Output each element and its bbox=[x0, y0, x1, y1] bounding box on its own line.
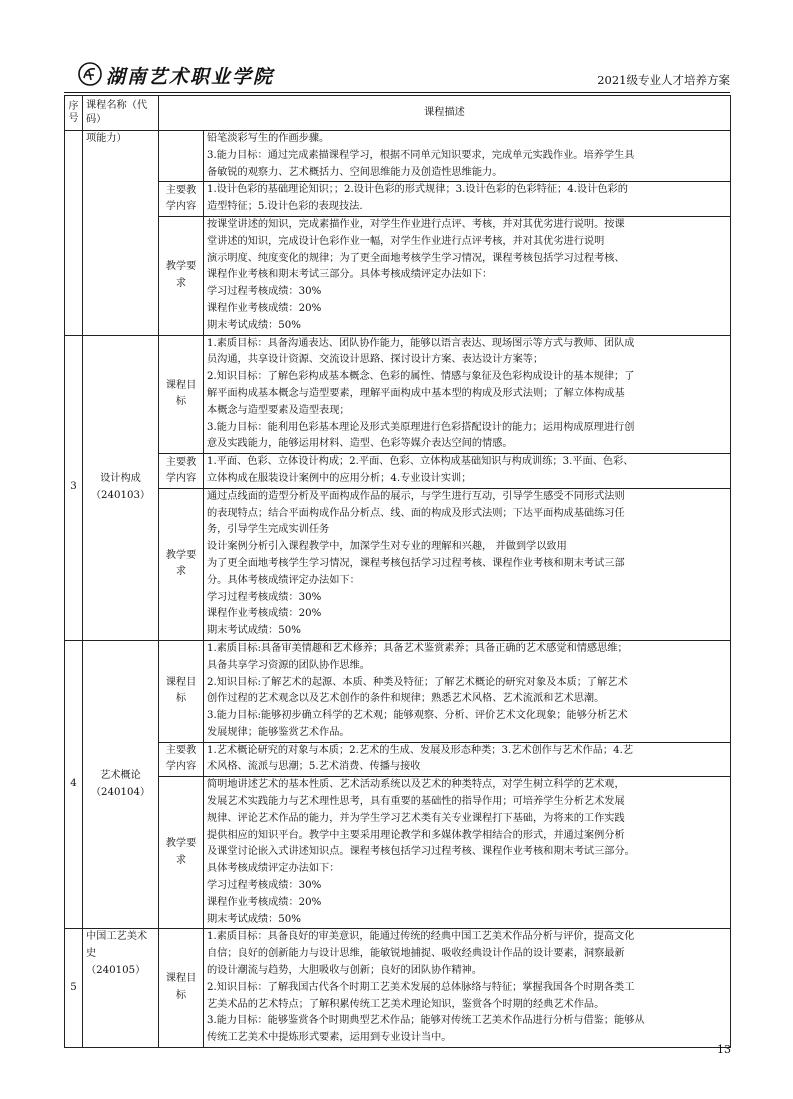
text-line: 期末考试成绩：50% bbox=[207, 319, 301, 331]
course-code: （240104） bbox=[90, 786, 151, 798]
table-row bbox=[65, 131, 731, 182]
header-description: 课程描述 bbox=[159, 96, 731, 131]
course-code: （240103） bbox=[90, 489, 151, 501]
text-line: 简明地讲述艺术的基本性质、艺术活动系统以及艺术的种类特点，对学生树立科学的艺术观， bbox=[207, 779, 625, 791]
table-row bbox=[65, 454, 731, 489]
section-label-requirements: 教学要求 bbox=[159, 488, 204, 640]
text-line: 分。具体考核成绩评定办法如下： bbox=[207, 574, 360, 586]
course-title: 设计构成 bbox=[100, 472, 141, 484]
text-line: 术风格、流派与思潮；5.艺术消费、传播与接收 bbox=[207, 761, 421, 773]
section-label-goal: 课程目标 bbox=[159, 335, 204, 454]
section-label-content: 主要教学内容 bbox=[159, 454, 204, 489]
text-line: 及课堂讨论嵌入式讲述知识点。课程考核包括学习过程考核、课程作业考核和期末考试三部分。 bbox=[207, 846, 635, 858]
course-title: 艺术概论 bbox=[100, 769, 141, 781]
text-line: 1.设计色彩的基础理论知识；；2.设计色彩的形式规律；3.设计色彩的色彩特征；4.设计色彩的 bbox=[207, 184, 628, 196]
course-name bbox=[83, 929, 159, 1048]
row-no: 3 bbox=[65, 335, 83, 640]
row-no: 5 bbox=[65, 929, 83, 1048]
course-title: 中国工艺美术史 bbox=[86, 931, 148, 960]
course-goal-text bbox=[204, 929, 731, 1048]
section-label-requirements: 教学要求 bbox=[159, 777, 204, 929]
text-line: 学习过程考核成绩：30% bbox=[207, 286, 322, 298]
text-line: 传统工艺美术中提炼形式要素，运用到专业设计当中。 bbox=[207, 1032, 452, 1044]
page-header bbox=[64, 58, 730, 92]
course-name: 项能力） bbox=[83, 131, 159, 336]
text-line: 的设计潮流与趋势，大胆吸收与创新；良好的团队协作精神。 bbox=[207, 965, 483, 977]
text-line: 学习过程考核成绩：30% bbox=[207, 591, 322, 603]
text-line: 发展规律；能够鉴赏艺术作品。 bbox=[207, 726, 350, 738]
section-label bbox=[159, 131, 204, 182]
section-label-requirements: 教学要求 bbox=[159, 216, 204, 335]
text-line: 3.能力目标：通过完成素描课程学习，根据不同单元知识要求，完成单元实践作业。培养学生具 bbox=[207, 149, 635, 161]
table-row bbox=[65, 929, 731, 1048]
course-content-text bbox=[204, 182, 731, 217]
course-content-text bbox=[204, 454, 731, 489]
text-line: 设计案例分析引入课程教学中，加深学生对专业的理解和兴趣， 并做到学以致用 bbox=[207, 541, 567, 553]
section-label-content: 主要教学内容 bbox=[159, 742, 204, 777]
header-no: 序号 bbox=[65, 96, 83, 131]
text-line: 按课堂讲述的知识，完成素描作业，对学生作业进行点评、考核，并对其优劣进行说明。按课 bbox=[207, 218, 625, 230]
header-rule bbox=[64, 92, 730, 93]
text-line: 1.平面、色彩、立体设计构成；2.平面、色彩、立体构成基础知识与构成训练；3.平面、色彩、 bbox=[207, 456, 634, 468]
text-line: 1.素质目标:具备审美情趣和艺术修养；具备艺术鉴赏素养；具备正确的艺术感觉和情感思维； bbox=[207, 642, 628, 654]
text-line: 的表现特点；结合平面构成作品分析点、线、面的构成及形式法则；下达平面构成基础练习任 bbox=[207, 507, 625, 519]
table-row bbox=[65, 216, 731, 335]
text-line: 3.能力目标：能够鉴赏各个时期典型艺术作品；能够对传统工艺美术作品进行分析与借鉴；能够从 bbox=[207, 1015, 645, 1027]
course-name bbox=[83, 640, 159, 929]
course-requirements-text bbox=[204, 488, 731, 640]
table-row bbox=[65, 182, 731, 217]
section-label-goal: 课程目标 bbox=[159, 640, 204, 742]
text-line: 1.艺术概论研究的对象与本质；2.艺术的生成、发展及形态种类；3.艺术创作与艺术作品；4.艺 bbox=[207, 744, 634, 756]
text-line: 2.知识目标：了解色彩构成基本概念、色彩的属性、情感与象征及色彩构成设计的基本规律；了 bbox=[207, 371, 635, 383]
text-line: 堂讲述的知识，完成设计色彩作业一幅，对学生作业进行点评考核，并对其优劣进行说明 bbox=[207, 235, 605, 247]
text-line: 1.素质目标：具备良好的审美意识，能通过传统的经典中国工艺美术作品分析与评价，提高文化 bbox=[207, 931, 635, 943]
row-no: 4 bbox=[65, 640, 83, 929]
text-line: 创作过程的艺术观念以及艺术创作的条件和规律；熟悉艺术风格、艺术流派和艺术思潮。 bbox=[207, 693, 605, 705]
course-content-text bbox=[204, 742, 731, 777]
section-label-content: 主要教学内容 bbox=[159, 182, 204, 217]
text-line: 课程作业考核成绩：20% bbox=[207, 608, 322, 620]
text-line: 期末考试成绩：50% bbox=[207, 913, 301, 925]
table-row bbox=[65, 742, 731, 777]
table-header-row bbox=[65, 96, 731, 131]
text-line: 具备共享学习资源的团队协作思维。 bbox=[207, 659, 370, 671]
school-name: 湖南艺术职业学院 bbox=[106, 66, 275, 88]
school-logo-icon bbox=[78, 62, 102, 86]
text-line: 铅笔淡彩写生的作画步骤。 bbox=[207, 133, 330, 144]
page-number: 13 bbox=[717, 1043, 731, 1056]
table-row bbox=[65, 335, 731, 454]
text-line: 解平面构成基本概念与造型要素，理解平面构成中基本型的构成及形式法则；了解立体构成基 bbox=[207, 387, 625, 399]
section-label-goal: 课程目标 bbox=[159, 929, 204, 1048]
text-line: 提供相应的知识平台。教学中主要采用理论教学和多媒体教学相结合的形式，并通过案例分析 bbox=[207, 829, 625, 841]
table-row bbox=[65, 488, 731, 640]
course-requirements-text bbox=[204, 216, 731, 335]
text-line: 规律、评论艺术作品的能力，并为学生学习艺术类有关专业课程打下基础，为将来的工作实践 bbox=[207, 812, 625, 824]
text-line: 3.能力目标:能够初步确立科学的艺术观；能够观察、分析、评价艺术文化现象；能够分析艺术 bbox=[207, 710, 628, 722]
text-line: 课程作业考核成绩：20% bbox=[207, 896, 322, 908]
text-line: 2.知识目标:了解艺术的起源、本质、种类及特征；了解艺术概论的研究对象及本质；了解艺术 bbox=[207, 676, 628, 688]
text-line: 期末考试成绩：50% bbox=[207, 625, 301, 637]
text-line: 3.能力目标：能利用色彩基本理论及形式美原理进行色彩搭配设计的能力；运用构成原理进行创 bbox=[207, 421, 635, 433]
text-line: 课程作业考核成绩：20% bbox=[207, 302, 322, 314]
course-goal-text bbox=[204, 131, 731, 182]
course-requirements-text bbox=[204, 777, 731, 929]
table-row bbox=[65, 640, 731, 742]
text-line: 通过点线面的造型分析及平面构成作品的展示，与学生进行互动，引导学生感受不同形式法则 bbox=[207, 490, 625, 502]
text-line: 立体构成在服装设计案例中的应用分析；4.专业设计实训； bbox=[207, 472, 472, 484]
text-line: 自信；良好的创新能力与设计思维，能敏锐地捕捉、吸收经典设计作品的设计要素，洞察最新 bbox=[207, 948, 625, 960]
text-line: 为了更全面地考核学生学习情况，课程考核包括学习过程考核、课程作业考核和期末考试三部 bbox=[207, 557, 625, 569]
plan-title: 2021级专业人才培养方案 bbox=[597, 73, 730, 87]
text-line: 1.素质目标：具备沟通表达、团队协作能力，能够以语言表达、现场图示等方式与教师、团队成 bbox=[207, 337, 635, 349]
header-course-name: 课程名称（代码） bbox=[83, 96, 159, 131]
text-line: 学习过程考核成绩：30% bbox=[207, 880, 322, 892]
course-goal-text bbox=[204, 335, 731, 454]
text-line: 本概念与造型要素及造型表现； bbox=[207, 404, 350, 416]
text-line: 务，引导学生完成实训任务 bbox=[207, 524, 330, 536]
text-line: 具体考核成绩评定办法如下： bbox=[207, 863, 340, 875]
text-line: 备敏锐的观察力、艺术概括力、空间思维能力及创造性思维能力。 bbox=[207, 166, 503, 178]
text-line: 课程作业考核和期末考试三部分。具体考核成绩评定办法如下： bbox=[207, 269, 493, 281]
course-goal-text bbox=[204, 640, 731, 742]
course-name bbox=[83, 335, 159, 640]
row-no bbox=[65, 131, 83, 336]
text-line: 造型特征；5.设计色彩的表现技法. bbox=[207, 201, 363, 213]
table-row bbox=[65, 777, 731, 929]
course-table bbox=[64, 95, 731, 1048]
text-line: 2.知识目标：了解我国古代各个时期工艺美术发展的总体脉络与特征；掌握我国各个时期各类工 bbox=[207, 981, 635, 993]
course-code: （240105） bbox=[86, 965, 146, 977]
text-line: 员沟通，共享设计资源、交流设计思路、探讨设计方案、表达设计方案等； bbox=[207, 354, 544, 366]
text-line: 意及实践能力，能够运用材料、造型、色彩等媒介表达空间的情感。 bbox=[207, 438, 513, 450]
text-line: 演示明度、纯度变化的规律；为了更全面地考核学生学习情况，课程考核包括学习过程考核、 bbox=[207, 252, 625, 264]
text-line: 发展艺术实践能力与艺术理性思考，具有重要的基础性的指导作用；可培养学生分析艺术发展 bbox=[207, 796, 625, 808]
text-line: 艺美术品的艺术特点；了解积累传统工艺美术理论知识，鉴赏各个时期的经典艺术作品。 bbox=[207, 998, 605, 1010]
